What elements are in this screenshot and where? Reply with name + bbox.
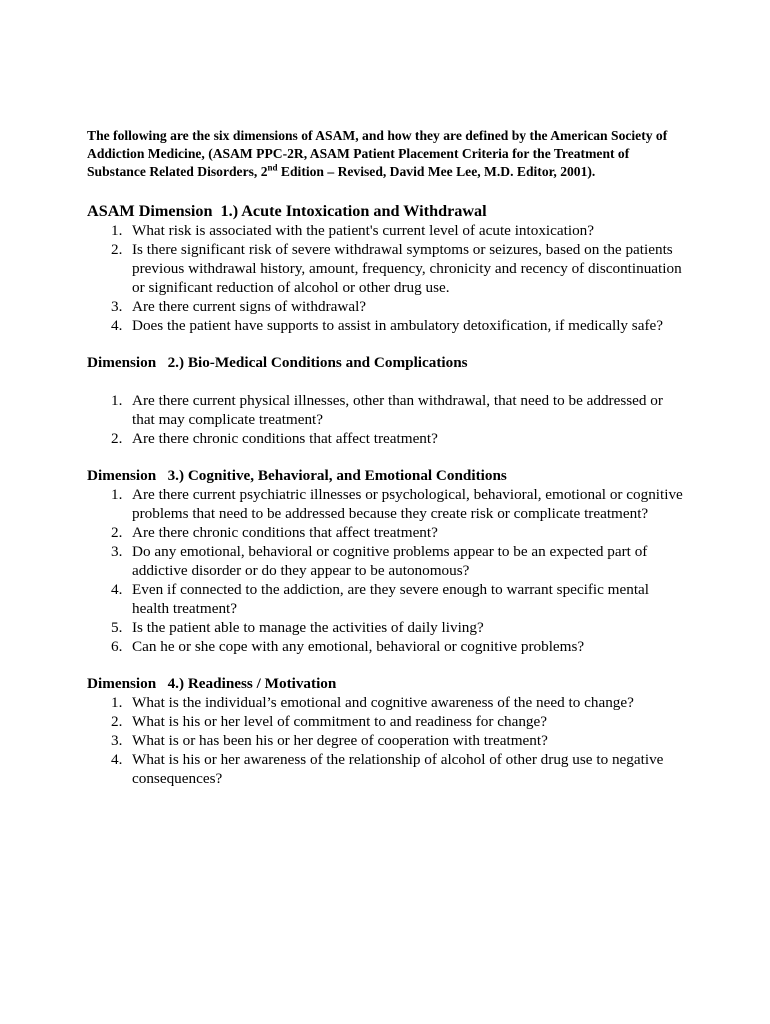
dimension-4-prefix: Dimension 4.) (87, 675, 185, 692)
list-item-number: 5. (111, 619, 123, 636)
dimension-1-title: Acute Intoxication and Withdrawal (238, 202, 487, 220)
dimension-4-heading (87, 674, 687, 693)
list-item-text: What is his or her level of commitment to and readiness for change? (132, 713, 547, 730)
list-item (87, 580, 687, 618)
list-item-text: Are there chronic conditions that affect treatment? (132, 524, 438, 541)
list-item-text: What is or has been his or her degree of cooperation with treatment? (132, 732, 548, 749)
list-item (87, 618, 687, 637)
list-item-text: Are there current physical illnesses, other than withdrawal, that need to be addressed or that may complicate treatment? (132, 392, 663, 428)
list-item-text: Is the patient able to manage the activities of daily living? (132, 619, 484, 636)
list-item (87, 429, 687, 448)
list-item-number: 4. (111, 317, 123, 334)
dimension-1-prefix: ASAM Dimension 1.) (87, 202, 239, 220)
list-item-number: 2. (111, 524, 123, 541)
dimension-2-prefix: Dimension 2.) (87, 354, 185, 371)
list-item-number: 6. (111, 638, 123, 655)
dimension-2-title: Bio-Medical Conditions and Complications (184, 354, 468, 371)
list-item-number: 2. (111, 241, 123, 258)
dimension-2-list (87, 391, 687, 448)
intro-superscript: nd (267, 162, 278, 173)
list-item (87, 485, 687, 523)
dimension-3-prefix: Dimension 3.) (87, 467, 185, 484)
list-item-number: 4. (111, 581, 123, 598)
list-item-text: Are there current psychiatric illnesses or psychological, behavioral, emotional or cognitive problems that need to be addressed because they create risk or complicate treatment? (132, 486, 683, 522)
list-item (87, 297, 687, 316)
list-item-number: 3. (111, 298, 123, 315)
list-item-number: 1. (111, 486, 123, 503)
list-item-number: 3. (111, 732, 123, 749)
list-item-number: 2. (111, 430, 123, 447)
list-item-text: What risk is associated with the patient's current level of acute intoxication? (132, 222, 595, 239)
list-item-number: 1. (111, 694, 123, 711)
dimension-3-title: Cognitive, Behavioral, and Emotional Conditions (184, 467, 507, 484)
intro-paragraph (87, 127, 687, 181)
dimension-3-list (87, 485, 687, 656)
list-item-text: Is there significant risk of severe withdrawal symptoms or seizures, based on the patients previous withdrawal history, amount, frequency, chronicity and recency of discontinuation or significant reduction of alcohol or other drug use. (132, 241, 682, 296)
list-item (87, 523, 687, 542)
list-item (87, 542, 687, 580)
intro-text: The following are the six dimensions of ASAM, and how they are defined by the American Society of Addiction Medicine, (ASAM PPC-2R, ASAM Patient Placement Criteria for the Treatment of Substance Related Disorders, 2 (87, 128, 668, 179)
list-item-text: Does the patient have supports to assist in ambulatory detoxification, if medically safe? (132, 317, 663, 334)
list-item (87, 637, 687, 656)
intro-text-end: Edition – Revised, David Mee Lee, M.D. Editor, 2001). (277, 164, 596, 179)
dimension-2-heading (87, 353, 687, 372)
list-item-text: Can he or she cope with any emotional, behavioral or cognitive problems? (132, 638, 585, 655)
dimension-1-heading (87, 201, 687, 221)
list-item (87, 316, 687, 335)
dimension-4-list (87, 693, 687, 788)
list-item-number: 1. (111, 392, 123, 409)
list-item (87, 712, 687, 731)
list-item-number: 4. (111, 751, 123, 768)
dimension-4-title: Readiness / Motivation (184, 675, 337, 692)
list-item-text: Do any emotional, behavioral or cognitive problems appear to be an expected part of addictive disorder or do they appear to be autonomous? (132, 543, 648, 579)
document-page (87, 127, 687, 788)
list-item-number: 3. (111, 543, 123, 560)
list-item-number: 1. (111, 222, 123, 239)
dimension-1-list (87, 221, 687, 335)
list-item-text: Are there current signs of withdrawal? (132, 298, 367, 315)
list-item (87, 221, 687, 240)
list-item (87, 750, 687, 788)
list-item-number: 2. (111, 713, 123, 730)
list-item-text: What is his or her awareness of the relationship of alcohol of other drug use to negative consequences? (132, 751, 664, 787)
list-item (87, 391, 687, 429)
dimension-3-heading (87, 466, 687, 485)
list-item (87, 240, 687, 297)
list-item-text: What is the individual’s emotional and cognitive awareness of the need to change? (132, 694, 634, 711)
list-item-text: Even if connected to the addiction, are they severe enough to warrant specific mental health treatment? (132, 581, 650, 617)
list-item (87, 731, 687, 750)
list-item (87, 693, 687, 712)
list-item-text: Are there chronic conditions that affect treatment? (132, 430, 438, 447)
